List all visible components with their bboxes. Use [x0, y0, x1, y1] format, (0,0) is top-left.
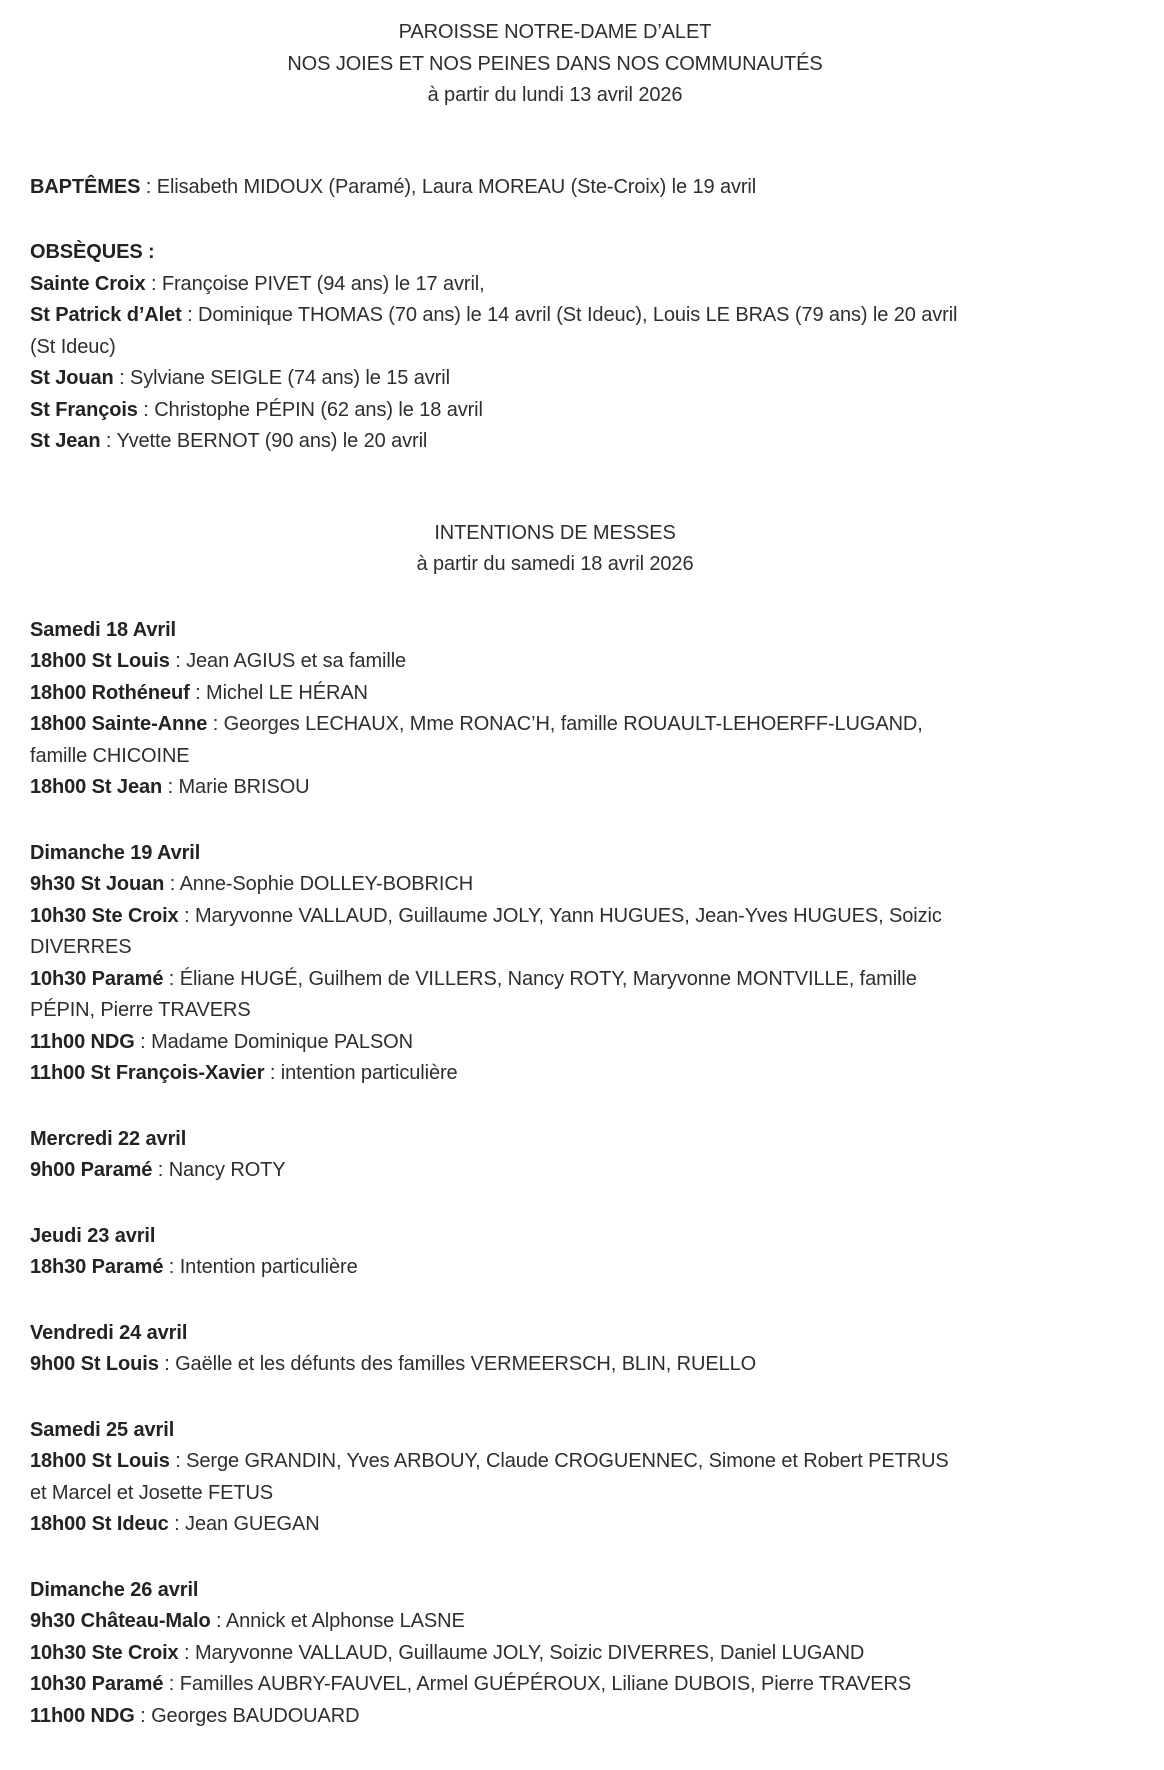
day-title: Samedi 25 avril: [30, 1418, 175, 1441]
mass-names: : Jean AGIUS et sa famille: [169, 650, 407, 672]
mass-names: : Intention particulière: [163, 1256, 358, 1278]
mass-time-place: 10h30 Paramé: [30, 1673, 164, 1695]
mass-time-place: 9h00 St Louis: [30, 1353, 159, 1375]
intentions-subheading: à partir du samedi 18 avril 2026: [416, 553, 694, 575]
funeral-text: : Sylviane SEIGLE (74 ans) le 15 avril: [113, 367, 450, 389]
mass-names: : intention particulière: [264, 1062, 458, 1084]
funeral-entry: [30, 269, 1080, 301]
funeral-entry: [30, 300, 1080, 332]
mass-time-place: 9h30 St Jouan: [30, 873, 165, 895]
mass-names: : Maryvonne VALLAUD, Guillaume JOLY, Soizic DIVERRES, Daniel LUGAND: [178, 1641, 865, 1664]
baptisms-text: : Elisabeth MIDOUX (Paramé), Laura MOREAU (Ste-Croix) le 19 avril: [140, 175, 757, 198]
intentions-heading: INTENTIONS DE MESSES: [434, 521, 676, 544]
mass-names: : Serge GRANDIN, Yves ARBOUY, Claude CROGUENNEC, Simone et Robert PETRUS: [169, 1450, 949, 1472]
mass-names: : Georges LECHAUX, Mme RONAC’H, famille ROUAULT-LEHOERFF-LUGAND,: [207, 713, 923, 735]
day-title: Samedi 18 Avril: [30, 618, 176, 641]
mass-time-place: 11h00 NDG: [30, 1704, 135, 1727]
mass-time-place: 18h00 St Jean: [30, 776, 163, 798]
mass-names: : Marie BRISOU: [162, 776, 310, 798]
funeral-text: : Françoise PIVET (94 ans) le 17 avril,: [145, 272, 485, 295]
mass-intention: [30, 678, 1080, 710]
mass-names: : Michel LE HÉRAN: [189, 681, 368, 704]
intentions-day: [30, 615, 1080, 804]
document-header: [30, 17, 1080, 112]
mass-intention: [30, 1701, 1080, 1733]
mass-intention: [30, 901, 1080, 933]
mass-time-place: 18h00 Sainte-Anne: [30, 713, 208, 735]
mass-intention: [30, 1027, 1080, 1059]
mass-names: : Georges BAUDOUARD: [134, 1704, 360, 1727]
mass-time-place: 11h00 St François-Xavier: [30, 1062, 265, 1084]
funeral-text: : Yvette BERNOT (90 ans) le 20 avril: [100, 430, 428, 452]
mass-time-place: 10h30 Ste Croix: [30, 1641, 179, 1664]
mass-time-place: 11h00 NDG: [30, 1030, 135, 1053]
baptisms-label: BAPTÊMES: [30, 175, 141, 198]
mass-intention: [30, 1606, 1080, 1638]
funerals-label-line: [30, 237, 1080, 269]
mass-names: : Jean GUEGAN: [168, 1513, 320, 1535]
mass-intention-continuation: PÉPIN, Pierre TRAVERS: [30, 999, 251, 1021]
page-subtitle: NOS JOIES ET NOS PEINES DANS NOS COMMUNAUTÉS: [287, 52, 823, 75]
mass-intention: [30, 1638, 1080, 1670]
mass-time-place: 18h00 St Louis: [30, 650, 170, 672]
mass-names: : Madame Dominique PALSON: [134, 1030, 413, 1053]
page-effective-date: à partir du lundi 13 avril 2026: [427, 84, 683, 106]
funerals-section: [30, 237, 1080, 458]
mass-names: : Anne-Sophie DOLLEY-BOBRICH: [164, 873, 474, 895]
baptisms-section: [30, 172, 1080, 204]
mass-time-place: 10h30 Ste Croix: [30, 904, 179, 927]
intentions-day: [30, 838, 1080, 1090]
mass-intention: [30, 1669, 1080, 1701]
funeral-place: St Patrick d’Alet: [30, 304, 182, 326]
intentions-day: [30, 1318, 1080, 1381]
mass-intention-continuation: DIVERRES: [30, 936, 132, 958]
funeral-place: St Jouan: [30, 367, 114, 389]
mass-time-place: 18h00 Rothéneuf: [30, 681, 190, 704]
funeral-text: : Dominique THOMAS (70 ans) le 14 avril (St Ideuc), Louis LE BRAS (79 ans) le 20 avril: [181, 304, 958, 326]
mass-intention: [30, 709, 1080, 741]
mass-intention: [30, 964, 1080, 996]
baptisms-line: [30, 172, 1080, 204]
mass-intention: [30, 1509, 1080, 1541]
mass-intention-continuation: et Marcel et Josette FETUS: [30, 1481, 274, 1504]
mass-names: : Annick et Alphonse LASNE: [210, 1610, 465, 1632]
funeral-entry: [30, 363, 1080, 395]
funeral-text: : Christophe PÉPIN (62 ans) le 18 avril: [137, 398, 483, 421]
mass-time-place: 18h00 St Louis: [30, 1450, 170, 1472]
mass-names: : Nancy ROTY: [152, 1159, 286, 1181]
mass-time-place: 9h00 Paramé: [30, 1159, 153, 1181]
mass-time-place: 18h30 Paramé: [30, 1256, 164, 1278]
mass-time-place: 9h30 Château-Malo: [30, 1610, 211, 1632]
mass-names: : Éliane HUGÉ, Guilhem de VILLERS, Nancy ROTY, Maryvonne MONTVILLE, famille: [163, 967, 917, 990]
funeral-place: St Jean: [30, 430, 101, 452]
day-title: Dimanche 26 avril: [30, 1578, 199, 1601]
mass-intention: [30, 1155, 1080, 1187]
funeral-entry: [30, 395, 1080, 427]
mass-intention: [30, 1252, 1080, 1284]
mass-names: : Gaëlle et les défunts des familles VERMEERSCH, BLIN, RUELLO: [158, 1353, 757, 1375]
day-title: Dimanche 19 Avril: [30, 841, 201, 864]
mass-intention: [30, 1058, 1080, 1090]
mass-time-place: 18h00 St Ideuc: [30, 1513, 169, 1535]
funeral-entry: [30, 426, 1080, 458]
day-title: Jeudi 23 avril: [30, 1224, 156, 1247]
mass-intention-continuation: famille CHICOINE: [30, 744, 190, 767]
intentions-heading-section: [30, 518, 1080, 581]
intentions-day: [30, 1575, 1080, 1733]
intentions-day: [30, 1221, 1080, 1284]
intentions-day: [30, 1415, 1080, 1541]
funeral-place: Sainte Croix: [30, 272, 146, 295]
mass-names: : Maryvonne VALLAUD, Guillaume JOLY, Yann HUGUES, Jean-Yves HUGUES, Soizic: [178, 904, 942, 927]
funerals-label: OBSÈQUES :: [30, 241, 155, 263]
intentions-day: [30, 1124, 1080, 1187]
mass-intention: [30, 772, 1080, 804]
page-title: PAROISSE NOTRE-DAME D’ALET: [398, 21, 712, 43]
mass-names: : Familles AUBRY-FAUVEL, Armel GUÉPÉROUX, Liliane DUBOIS, Pierre TRAVERS: [163, 1673, 912, 1695]
day-title: Vendredi 24 avril: [30, 1321, 188, 1344]
mass-intention: [30, 646, 1080, 678]
mass-intention: [30, 869, 1080, 901]
mass-time-place: 10h30 Paramé: [30, 967, 164, 990]
mass-intention: [30, 1349, 1080, 1381]
funeral-place: St François: [30, 398, 138, 421]
funeral-entry-continuation: (St Ideuc): [30, 335, 116, 358]
day-title: Mercredi 22 avril: [30, 1127, 187, 1150]
mass-intention: [30, 1446, 1080, 1478]
